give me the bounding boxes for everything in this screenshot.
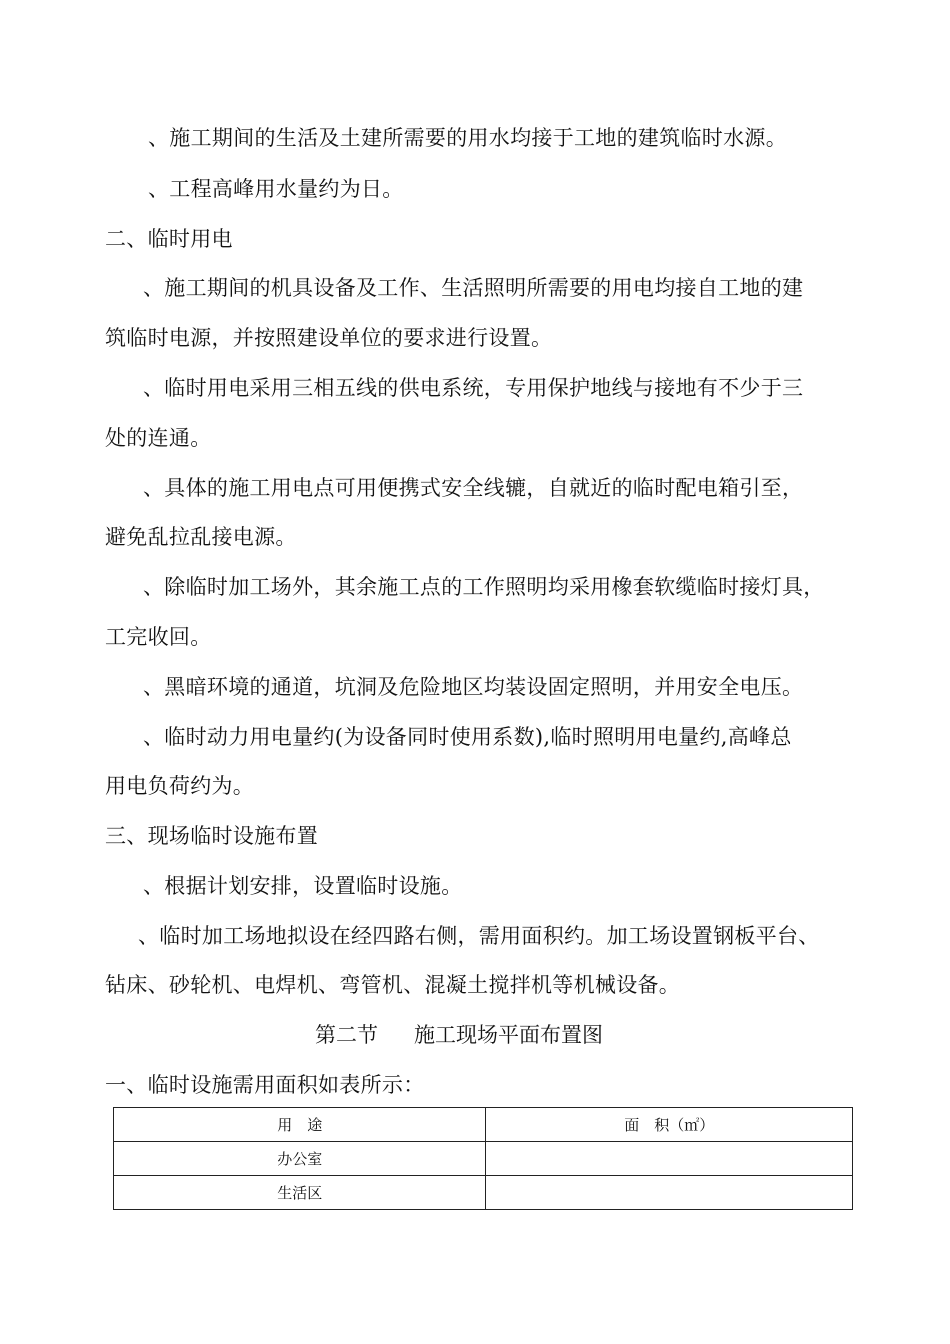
table-header-row bbox=[114, 1108, 853, 1142]
section-title: 施工现场平面布置图 bbox=[414, 1023, 603, 1047]
paragraph-power-6-line-2: 用电负荷约为。 bbox=[105, 774, 255, 798]
paragraph-power-5: 、黑暗环境的通道，坑洞及危险地区均装设固定照明，并用安全电压。 bbox=[143, 675, 804, 699]
table-row bbox=[114, 1142, 853, 1176]
facility-area-table bbox=[113, 1107, 853, 1210]
paragraph-water-2: 、工程高峰用水量约为日。 bbox=[148, 177, 404, 201]
cell-area bbox=[486, 1176, 853, 1210]
section-heading bbox=[315, 1020, 603, 1050]
heading-temporary-power: 二、临时用电 bbox=[105, 227, 233, 251]
paragraph-site-2-line-1: 、临时加工场地拟设在经四路右侧，需用面积约。加工场设置钢板平台、 bbox=[138, 924, 820, 948]
cell-usage: 办公室 bbox=[114, 1142, 486, 1176]
paragraph-water-1: 、施工期间的生活及土建所需要的用水均接于工地的建筑临时水源。 bbox=[148, 126, 787, 150]
cell-area bbox=[486, 1142, 853, 1176]
paragraph-power-1-line-1: 、施工期间的机具设备及工作、生活照明所需要的用电均接自工地的建 bbox=[143, 276, 804, 300]
paragraph-site-1: 、根据计划安排，设置临时设施。 bbox=[143, 874, 463, 898]
section-number: 第二节 bbox=[315, 1023, 378, 1047]
header-usage: 用 途 bbox=[114, 1108, 486, 1142]
cell-usage: 生活区 bbox=[114, 1176, 486, 1210]
table-row bbox=[114, 1176, 853, 1210]
heading-site-facilities: 三、现场临时设施布置 bbox=[105, 824, 318, 848]
paragraph-power-1-line-2: 筑临时电源，并按照建设单位的要求进行设置。 bbox=[105, 326, 553, 350]
header-area: 面 积（㎡） bbox=[486, 1108, 853, 1142]
paragraph-power-3-line-2: 避免乱拉乱接电源。 bbox=[105, 525, 297, 549]
paragraph-power-4-line-2: 工完收回。 bbox=[105, 625, 212, 649]
paragraph-power-3-line-1: 、具体的施工用电点可用便携式安全线辘，自就近的临时配电箱引至， bbox=[143, 476, 804, 500]
paragraph-site-2-line-2: 钻床、砂轮机、电焊机、弯管机、混凝土搅拌机等机械设备。 bbox=[105, 973, 681, 997]
paragraph-power-2-line-1: 、临时用电采用三相五线的供电系统，专用保护地线与接地有不少于三 bbox=[143, 376, 804, 400]
paragraph-power-6-line-1: 、临时动力用电量约(为设备同时使用系数),临时照明用电量约,高峰总 bbox=[143, 725, 792, 749]
paragraph-power-4-line-1: 、除临时加工场外，其余施工点的工作照明均采用橡套软缆临时接灯具， bbox=[143, 575, 825, 599]
paragraph-power-2-line-2: 处的连通。 bbox=[105, 426, 212, 450]
table-intro: 一、临时设施需用面积如表所示： bbox=[105, 1073, 425, 1097]
